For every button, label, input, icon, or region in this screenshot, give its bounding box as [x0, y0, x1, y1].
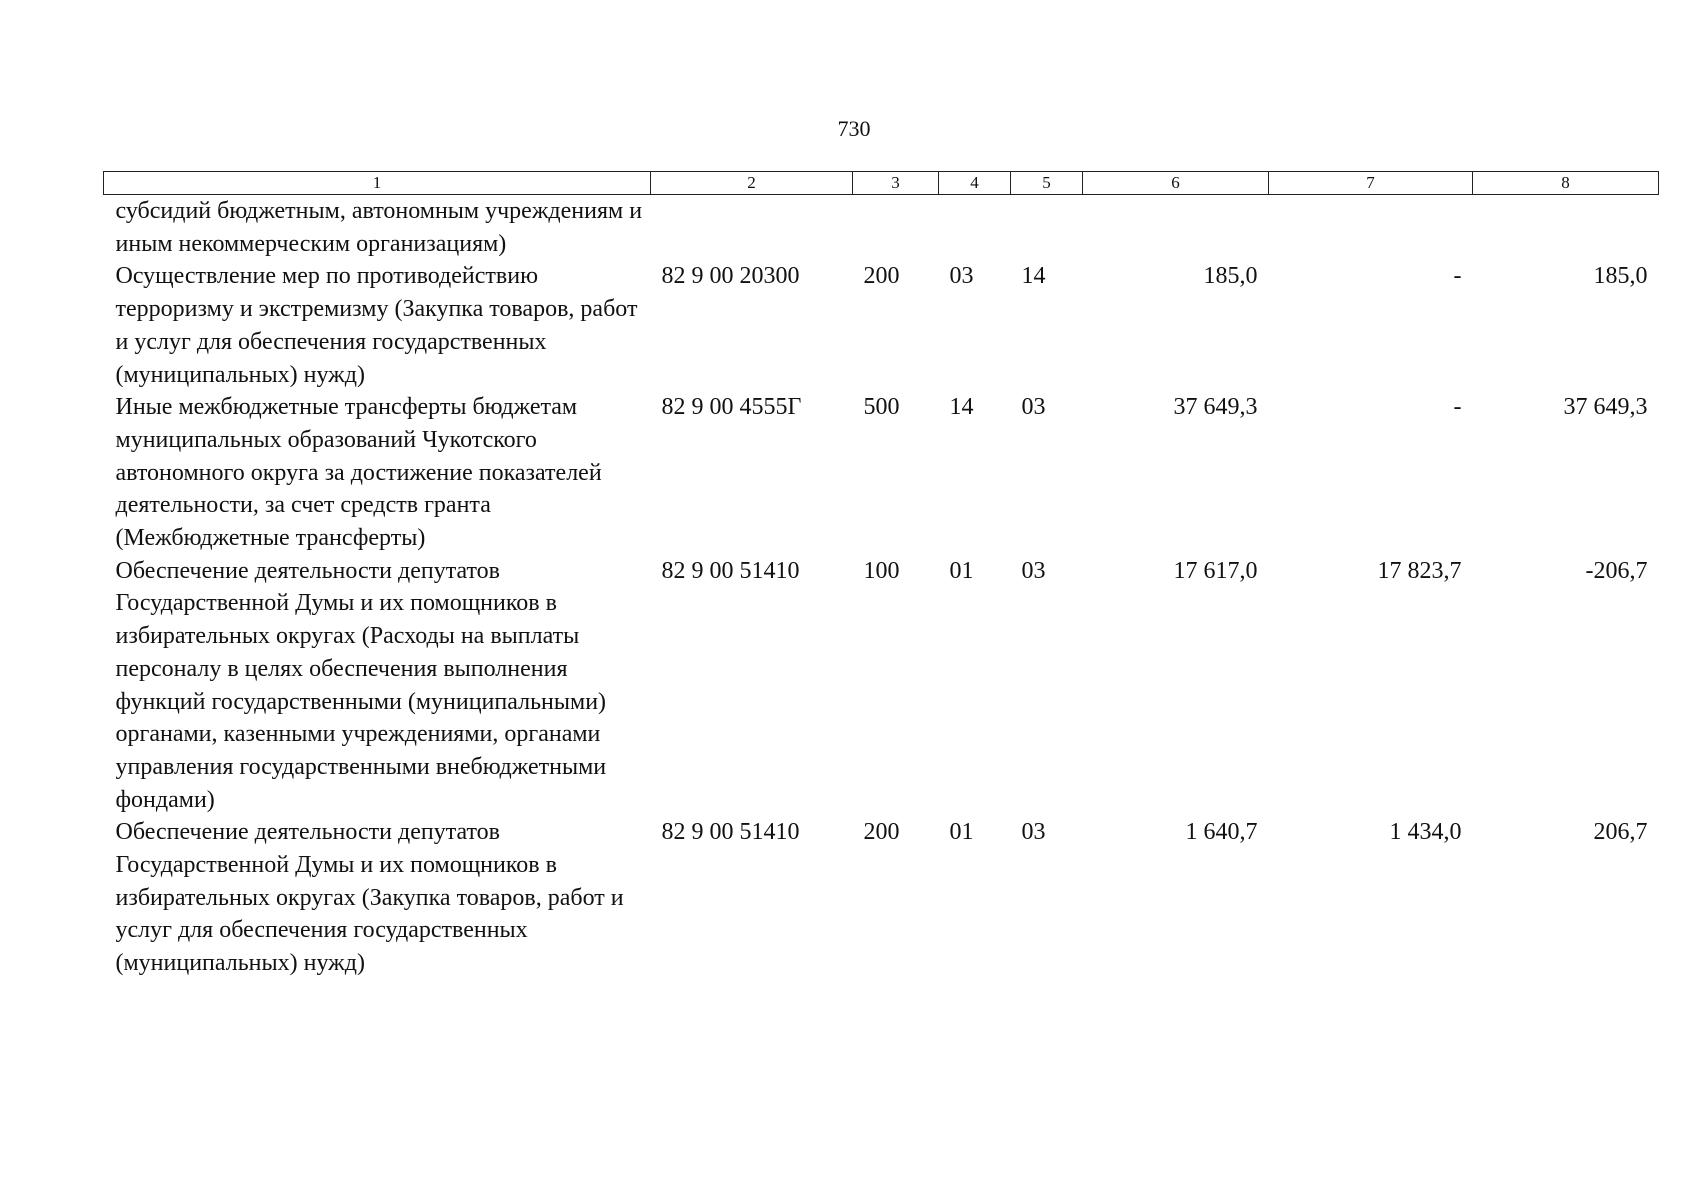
row-pr: 14 — [1021, 263, 1046, 290]
table-row — [104, 195, 1659, 261]
row-vr: 200 — [863, 263, 900, 290]
column-header-8: 8 — [1473, 172, 1659, 195]
row-value-8: 206,7 — [1593, 819, 1648, 846]
table-row — [104, 391, 1659, 555]
budget-table — [103, 171, 1659, 980]
column-header-1: 1 — [104, 172, 651, 195]
row-value-6: 37 649,3 — [1173, 394, 1258, 421]
row-rz: 01 — [949, 557, 974, 584]
row-value-7: 17 823,7 — [1377, 557, 1462, 584]
row-rz — [939, 195, 1011, 261]
column-number-row — [104, 172, 1659, 195]
row-name: Иные межбюджетные трансферты бюджетам муниципальных образований Чукотского автономного округа за достижение показателей деятельности, за счет средств гранта (Межбюджетные трансферты) — [115, 394, 602, 552]
table-row — [104, 260, 1659, 391]
row-vr: 500 — [863, 394, 900, 421]
column-header-6: 6 — [1083, 172, 1269, 195]
row-code: 82 9 00 51410 — [661, 819, 800, 846]
row-vr: 200 — [863, 819, 900, 846]
row-rz: 14 — [949, 394, 974, 421]
row-pr: 03 — [1021, 394, 1046, 421]
table-row — [104, 555, 1659, 817]
row-code: 82 9 00 4555Г — [661, 394, 802, 421]
column-header-5: 5 — [1011, 172, 1083, 195]
row-value-6: 1 640,7 — [1185, 819, 1258, 846]
row-value-7: - — [1453, 263, 1462, 290]
row-name: субсидий бюджетным, автономным учреждениям и иным некоммерческим организациям) — [115, 198, 643, 257]
row-value-8 — [1473, 195, 1659, 261]
table-row — [104, 816, 1659, 980]
row-name: Осуществление мер по противодействию терроризму и экстремизму (Закупка товаров, работ и услуг для обеспечения государственных (муниципальных) нужд) — [115, 263, 638, 388]
row-rz: 01 — [949, 819, 974, 846]
row-value-7: - — [1453, 394, 1462, 421]
row-rz: 03 — [949, 263, 974, 290]
row-code — [651, 195, 853, 261]
row-value-7 — [1269, 195, 1473, 261]
row-value-6: 185,0 — [1203, 263, 1258, 290]
row-value-7: 1 434,0 — [1389, 819, 1462, 846]
column-header-2: 2 — [651, 172, 853, 195]
row-pr: 03 — [1021, 557, 1046, 584]
column-header-3: 3 — [853, 172, 939, 195]
row-pr — [1011, 195, 1083, 261]
row-value-8: 185,0 — [1593, 263, 1648, 290]
row-value-6 — [1083, 195, 1269, 261]
column-header-4: 4 — [939, 172, 1011, 195]
row-value-6: 17 617,0 — [1173, 557, 1258, 584]
row-name: Обеспечение деятельности депутатов Государственной Думы и их помощников в избирательных округах (Расходы на выплаты персоналу в целях обеспечения выполнения функций государственными (муниципальными) органами, казенными учреждениями, органами управления государственными внебюджетными фондами) — [115, 557, 607, 813]
row-code: 82 9 00 20300 — [661, 263, 800, 290]
row-value-8: -206,7 — [1585, 557, 1648, 584]
row-value-8: 37 649,3 — [1563, 394, 1648, 421]
row-name: Обеспечение деятельности депутатов Государственной Думы и их помощников в избирательных округах (Закупка товаров, работ и услуг для обеспечения государственных (муниципальных) нужд) — [115, 819, 624, 977]
row-code: 82 9 00 51410 — [661, 557, 800, 584]
row-vr — [853, 195, 939, 261]
row-vr: 100 — [863, 557, 900, 584]
page-number: 730 — [837, 116, 871, 141]
row-pr: 03 — [1021, 819, 1046, 846]
column-header-7: 7 — [1269, 172, 1473, 195]
